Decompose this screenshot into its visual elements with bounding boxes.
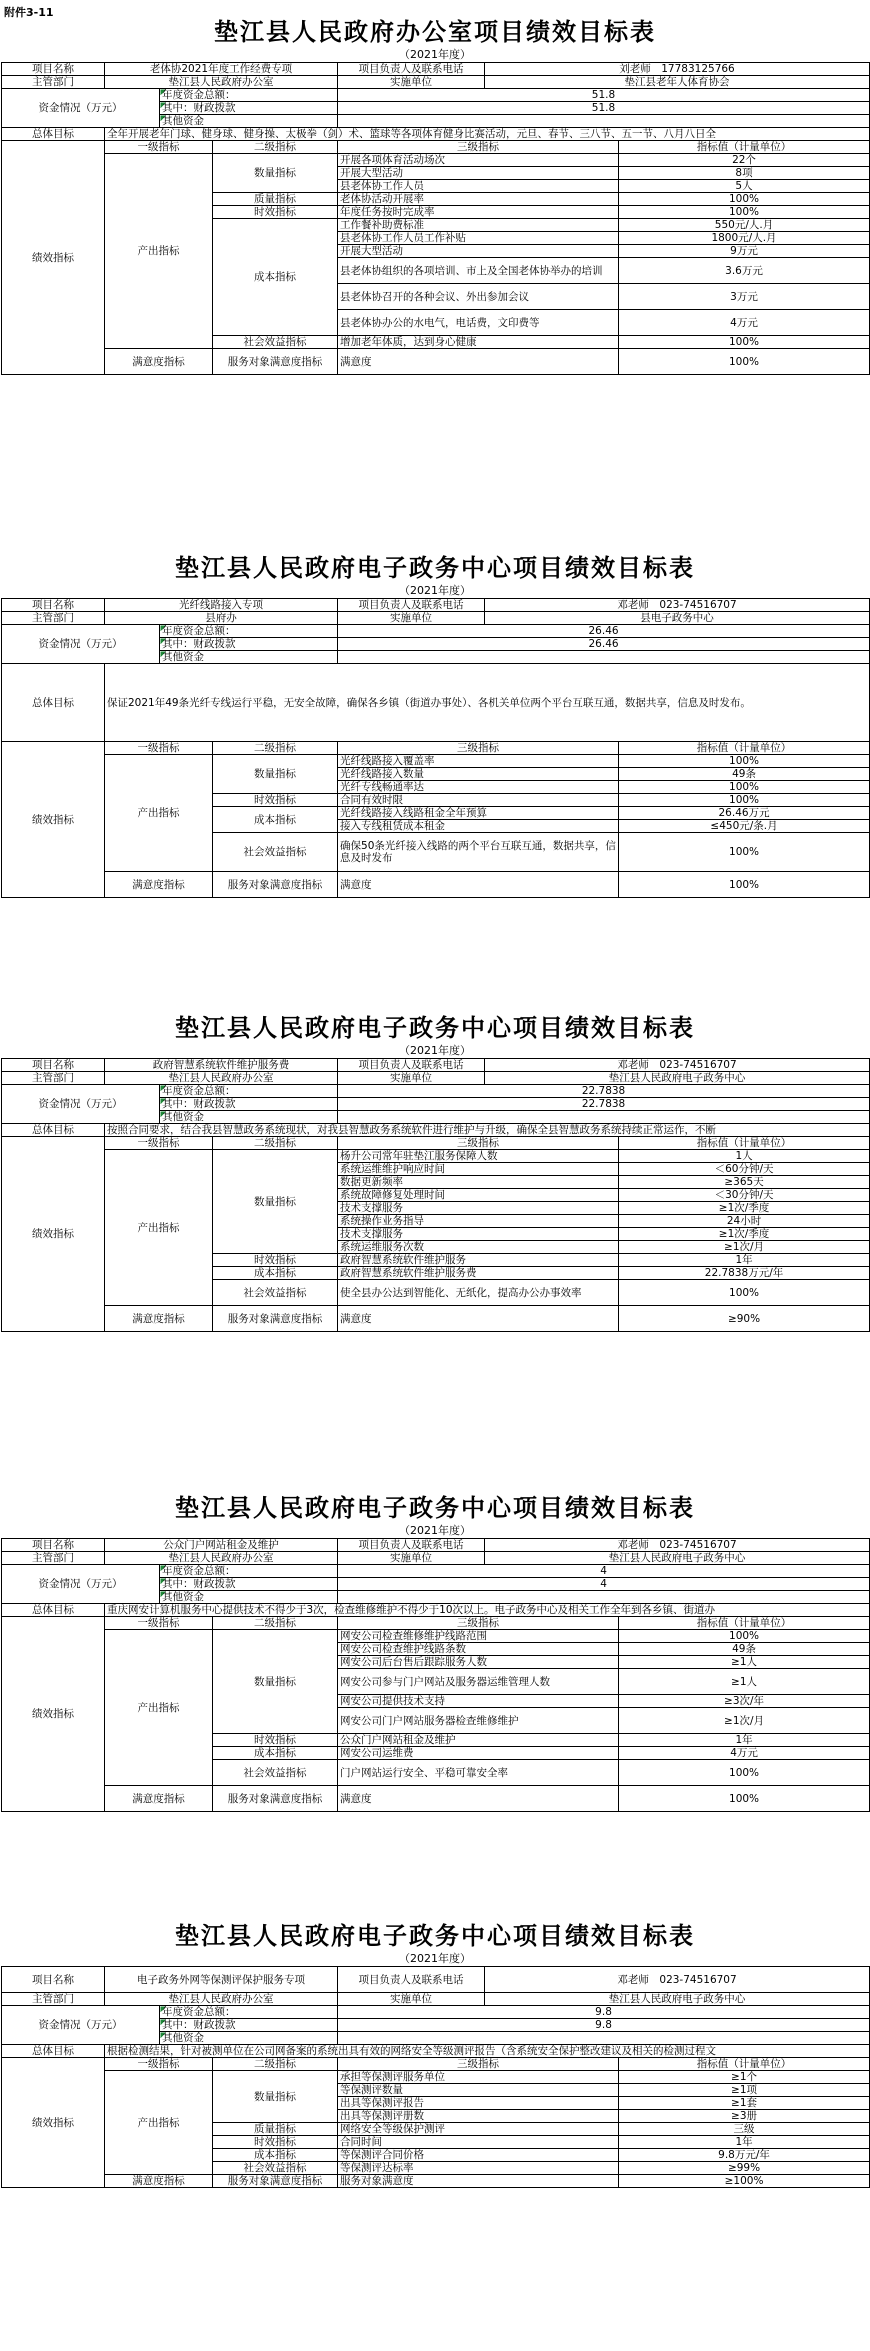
lvl1-header: 一级指标 bbox=[105, 742, 213, 755]
satisfaction-label: 满意度指标 bbox=[105, 872, 213, 898]
cost-label: 成本指标 bbox=[213, 1747, 338, 1760]
indicator-name: 门户网站运行安全、平稳可靠安全率 bbox=[338, 1760, 619, 1786]
indicator-name: 满意度 bbox=[338, 349, 619, 375]
annual-total-value: 51.8 bbox=[338, 89, 870, 102]
impl-unit-label: 实施单位 bbox=[338, 1993, 485, 2006]
indicator-value: ≥365天 bbox=[619, 1176, 870, 1189]
indicator-name: 公众门户网站租金及维护 bbox=[338, 1734, 619, 1747]
overall-goal-label: 总体目标 bbox=[2, 2045, 105, 2058]
overall-goal-label: 总体目标 bbox=[2, 128, 105, 141]
dept-value: 县府办 bbox=[105, 612, 338, 625]
indicator-name: 网安公司门户网站服务器检查维修维护 bbox=[338, 1708, 619, 1734]
fiscal-label: 其中：财政拨款 bbox=[160, 1578, 338, 1591]
other-funds-value bbox=[338, 1591, 870, 1604]
impl-unit-value: 垫江县人民政府电子政务中心 bbox=[485, 1072, 870, 1085]
dept-label: 主管部门 bbox=[2, 1072, 105, 1085]
impl-unit-label: 实施单位 bbox=[338, 1552, 485, 1565]
dept-label: 主管部门 bbox=[2, 612, 105, 625]
dept-value: 垫江县人民政府办公室 bbox=[105, 1072, 338, 1085]
impl-unit-label: 实施单位 bbox=[338, 76, 485, 89]
indicator-name: 网安公司后台售后跟踪服务人数 bbox=[338, 1656, 619, 1669]
funds-label: 资金情况（万元） bbox=[2, 625, 160, 664]
indicator-value: 三级 bbox=[619, 2123, 870, 2136]
impl-unit-label: 实施单位 bbox=[338, 612, 485, 625]
annual-total-label: 年度资金总额： bbox=[160, 89, 338, 102]
other-funds-value bbox=[338, 651, 870, 664]
quantity-label: 数量指标 bbox=[213, 154, 338, 193]
fiscal-value: 9.8 bbox=[338, 2019, 870, 2032]
indicator-name: 光纤线路接入线路租金全年预算 bbox=[338, 807, 619, 820]
indicator-name: 等保测评数量 bbox=[338, 2084, 619, 2097]
item-name-value: 光纤线路接入专项 bbox=[105, 599, 338, 612]
fiscal-label: 其中：财政拨款 bbox=[160, 638, 338, 651]
service-obj-label: 服务对象满意度指标 bbox=[213, 349, 338, 375]
performance-table-section bbox=[0, 16, 870, 375]
lvl2-header: 二级指标 bbox=[213, 1617, 338, 1630]
performance-table-section bbox=[0, 1492, 870, 1812]
indicator-name: 系统操作业务指导 bbox=[338, 1215, 619, 1228]
target-header: 指标值（计量单位） bbox=[619, 141, 870, 154]
item-name-label: 项目名称 bbox=[2, 1539, 105, 1552]
lvl3-header: 三级指标 bbox=[338, 2058, 619, 2071]
indicator-value: 9万元 bbox=[619, 245, 870, 258]
indicator-value: 9.8万元/年 bbox=[619, 2149, 870, 2162]
output-label: 产出指标 bbox=[105, 1150, 213, 1306]
indicator-name: 系统故障修复处理时间 bbox=[338, 1189, 619, 1202]
satisfaction-label: 满意度指标 bbox=[105, 2175, 213, 2188]
timeliness-label: 时效指标 bbox=[213, 2136, 338, 2149]
item-name-value: 电子政务外网等保测评保护服务专项 bbox=[105, 1967, 338, 1993]
overall-goal-label: 总体目标 bbox=[2, 1604, 105, 1617]
indicator-name: 政府智慧系统软件维护服务费 bbox=[338, 1267, 619, 1280]
fiscal-value: 51.8 bbox=[338, 102, 870, 115]
manager-label: 项目负责人及联系电话 bbox=[338, 63, 485, 76]
indicator-value: 100% bbox=[619, 781, 870, 794]
indicator-value: 100% bbox=[619, 794, 870, 807]
dept-label: 主管部门 bbox=[2, 76, 105, 89]
indicator-value: ≥1个 bbox=[619, 2071, 870, 2084]
funds-label: 资金情况（万元） bbox=[2, 1565, 160, 1604]
item-name-label: 项目名称 bbox=[2, 599, 105, 612]
quantity-label: 数量指标 bbox=[213, 1630, 338, 1734]
satisfaction-label: 满意度指标 bbox=[105, 1786, 213, 1812]
table-year: （2021年度） bbox=[399, 1952, 471, 1965]
table-title: 垫江县人民政府电子政务中心项目绩效目标表 bbox=[175, 1493, 695, 1522]
indicator-value: ≥1次/月 bbox=[619, 1241, 870, 1254]
indicator-value: ≥1套 bbox=[619, 2097, 870, 2110]
indicator-name: 县老体协工作人员 bbox=[338, 180, 619, 193]
fiscal-value: 22.7838 bbox=[338, 1098, 870, 1111]
indicator-name: 等保测评合同价格 bbox=[338, 2149, 619, 2162]
indicator-value: 1年 bbox=[619, 1734, 870, 1747]
indicator-name: 杨升公司常年驻垫江服务保障人数 bbox=[338, 1150, 619, 1163]
social-label: 社会效益指标 bbox=[213, 336, 338, 349]
table-year: （2021年度） bbox=[399, 1524, 471, 1537]
service-obj-label: 服务对象满意度指标 bbox=[213, 872, 338, 898]
indicator-name: 网安公司提供技术支持 bbox=[338, 1695, 619, 1708]
fiscal-label: 其中：财政拨款 bbox=[160, 102, 338, 115]
indicator-name: 满意度 bbox=[338, 872, 619, 898]
indicator-name: 系统运维维护响应时间 bbox=[338, 1163, 619, 1176]
indicator-name: 政府智慧系统软件维护服务 bbox=[338, 1254, 619, 1267]
timeliness-label: 时效指标 bbox=[213, 1734, 338, 1747]
service-obj-label: 服务对象满意度指标 bbox=[213, 2175, 338, 2188]
indicator-name: 开展各项体育活动场次 bbox=[338, 154, 619, 167]
funds-label: 资金情况（万元） bbox=[2, 89, 160, 128]
item-name-label: 项目名称 bbox=[2, 63, 105, 76]
indicator-name: 数据更新频率 bbox=[338, 1176, 619, 1189]
indicator-name: 老体协活动开展率 bbox=[338, 193, 619, 206]
overall-goal-text: 根据检测结果，针对被测单位在公司网备案的系统出具有效的网络安全等级测评报告（含系统安全保护整改建议及相关的检测过程文 bbox=[105, 2045, 870, 2058]
indicator-name: 县老体协办公的水电气，电话费，文印费等 bbox=[338, 310, 619, 336]
indicator-value: ≥99% bbox=[619, 2162, 870, 2175]
fiscal-value: 26.46 bbox=[338, 638, 870, 651]
perf-label: 绩效指标 bbox=[2, 742, 105, 898]
indicator-name: 网安公司参与门户网站及服务器运维管理人数 bbox=[338, 1669, 619, 1695]
manager-label: 项目负责人及联系电话 bbox=[338, 1967, 485, 1993]
indicator-name: 工作餐补助费标准 bbox=[338, 219, 619, 232]
target-header: 指标值（计量单位） bbox=[619, 2058, 870, 2071]
annual-total-value: 26.46 bbox=[338, 625, 870, 638]
impl-unit-value: 垫江县老年人体育协会 bbox=[485, 76, 870, 89]
item-name-label: 项目名称 bbox=[2, 1967, 105, 1993]
performance-table bbox=[1, 1058, 870, 1332]
table-year: （2021年度） bbox=[399, 584, 471, 597]
annual-total-label: 年度资金总额： bbox=[160, 1565, 338, 1578]
perf-label: 绩效指标 bbox=[2, 1617, 105, 1812]
indicator-name: 县老体协组织的各项培训、市上及全国老体协举办的培训 bbox=[338, 258, 619, 284]
indicator-value: ＜30分钟/天 bbox=[619, 1189, 870, 1202]
service-obj-label: 服务对象满意度指标 bbox=[213, 1306, 338, 1332]
fiscal-label: 其中：财政拨款 bbox=[160, 1098, 338, 1111]
other-funds-label: 其他资金 bbox=[160, 2032, 338, 2045]
manager-label: 项目负责人及联系电话 bbox=[338, 599, 485, 612]
indicator-value: ≥1次/季度 bbox=[619, 1202, 870, 1215]
indicator-name: 承担等保测评服务单位 bbox=[338, 2071, 619, 2084]
indicator-value: 550元/人.月 bbox=[619, 219, 870, 232]
indicator-name: 接入专线租赁成本租金 bbox=[338, 820, 619, 833]
item-name-value: 政府智慧系统软件维护服务费 bbox=[105, 1059, 338, 1072]
perf-label: 绩效指标 bbox=[2, 1137, 105, 1332]
indicator-value: ≥1次/季度 bbox=[619, 1228, 870, 1241]
satisfaction-label: 满意度指标 bbox=[105, 349, 213, 375]
other-funds-value bbox=[338, 115, 870, 128]
indicator-value: 100% bbox=[619, 1280, 870, 1306]
annual-total-value: 9.8 bbox=[338, 2006, 870, 2019]
indicator-name: 县老体协工作人员工作补贴 bbox=[338, 232, 619, 245]
lvl3-header: 三级指标 bbox=[338, 742, 619, 755]
cost-label: 成本指标 bbox=[213, 2149, 338, 2162]
indicator-name: 网安公司检查维护线路条数 bbox=[338, 1643, 619, 1656]
performance-table-section bbox=[0, 552, 870, 898]
lvl2-header: 二级指标 bbox=[213, 1137, 338, 1150]
annual-total-label: 年度资金总额： bbox=[160, 625, 338, 638]
lvl2-header: 二级指标 bbox=[213, 141, 338, 154]
fiscal-label: 其中：财政拨款 bbox=[160, 2019, 338, 2032]
other-funds-label: 其他资金 bbox=[160, 651, 338, 664]
timeliness-label: 时效指标 bbox=[213, 206, 338, 219]
performance-table bbox=[1, 598, 870, 898]
output-label: 产出指标 bbox=[105, 154, 213, 349]
indicator-name: 网络安全等级保护测评 bbox=[338, 2123, 619, 2136]
other-funds-label: 其他资金 bbox=[160, 1591, 338, 1604]
performance-table-section bbox=[0, 1012, 870, 1332]
indicator-value: 100% bbox=[619, 206, 870, 219]
other-funds-label: 其他资金 bbox=[160, 1111, 338, 1124]
table-year: （2021年度） bbox=[399, 48, 471, 61]
indicator-value: 100% bbox=[619, 1630, 870, 1643]
timeliness-label: 时效指标 bbox=[213, 1254, 338, 1267]
indicator-value: 100% bbox=[619, 193, 870, 206]
overall-goal-label: 总体目标 bbox=[2, 1124, 105, 1137]
indicator-value: 5人 bbox=[619, 180, 870, 193]
manager-value: 刘老师 17783125766 bbox=[485, 63, 870, 76]
output-label: 产出指标 bbox=[105, 1630, 213, 1786]
indicator-value: 100% bbox=[619, 872, 870, 898]
lvl3-header: 三级指标 bbox=[338, 1617, 619, 1630]
lvl2-header: 二级指标 bbox=[213, 742, 338, 755]
dept-value: 垫江县人民政府办公室 bbox=[105, 1552, 338, 1565]
manager-label: 项目负责人及联系电话 bbox=[338, 1539, 485, 1552]
cost-label: 成本指标 bbox=[213, 1267, 338, 1280]
other-funds-value bbox=[338, 2032, 870, 2045]
dept-value: 垫江县人民政府办公室 bbox=[105, 1993, 338, 2006]
manager-value: 邓老师 023-74516707 bbox=[485, 599, 870, 612]
indicator-value: 8项 bbox=[619, 167, 870, 180]
lvl1-header: 一级指标 bbox=[105, 2058, 213, 2071]
table-year: （2021年度） bbox=[399, 1044, 471, 1057]
annual-total-value: 22.7838 bbox=[338, 1085, 870, 1098]
dept-label: 主管部门 bbox=[2, 1993, 105, 2006]
dept-label: 主管部门 bbox=[2, 1552, 105, 1565]
indicator-name: 合同时间 bbox=[338, 2136, 619, 2149]
indicator-name: 服务对象满意度 bbox=[338, 2175, 619, 2188]
item-name-value: 老体协2021年度工作经费专项 bbox=[105, 63, 338, 76]
perf-label: 绩效指标 bbox=[2, 141, 105, 375]
indicator-name: 开展大型活动 bbox=[338, 167, 619, 180]
lvl1-header: 一级指标 bbox=[105, 141, 213, 154]
annual-total-value: 4 bbox=[338, 1565, 870, 1578]
impl-unit-value: 县电子政务中心 bbox=[485, 612, 870, 625]
annual-total-label: 年度资金总额： bbox=[160, 1085, 338, 1098]
indicator-name: 系统运维服务次数 bbox=[338, 1241, 619, 1254]
indicator-name: 技术支撑服务 bbox=[338, 1228, 619, 1241]
indicator-value: 22.7838万元/年 bbox=[619, 1267, 870, 1280]
target-header: 指标值（计量单位） bbox=[619, 1617, 870, 1630]
indicator-value: 1年 bbox=[619, 2136, 870, 2149]
indicator-value: 4万元 bbox=[619, 310, 870, 336]
indicator-value: 100% bbox=[619, 1760, 870, 1786]
dept-value: 垫江县人民政府办公室 bbox=[105, 76, 338, 89]
target-header: 指标值（计量单位） bbox=[619, 1137, 870, 1150]
indicator-value: ≥3册 bbox=[619, 2110, 870, 2123]
performance-table bbox=[1, 62, 870, 375]
manager-value: 邓老师 023-74516707 bbox=[485, 1967, 870, 1993]
social-label: 社会效益指标 bbox=[213, 833, 338, 872]
indicator-value: 3.6万元 bbox=[619, 258, 870, 284]
indicator-value: ≤450元/条.月 bbox=[619, 820, 870, 833]
impl-unit-label: 实施单位 bbox=[338, 1072, 485, 1085]
indicator-value: ≥1人 bbox=[619, 1656, 870, 1669]
performance-table bbox=[1, 1538, 870, 1812]
quantity-label: 数量指标 bbox=[213, 2071, 338, 2123]
perf-label: 绩效指标 bbox=[2, 2058, 105, 2188]
table-title: 垫江县人民政府电子政务中心项目绩效目标表 bbox=[175, 1013, 695, 1042]
manager-label: 项目负责人及联系电话 bbox=[338, 1059, 485, 1072]
item-name-label: 项目名称 bbox=[2, 1059, 105, 1072]
indicator-name: 使全县办公达到智能化、无纸化，提高办公办事效率 bbox=[338, 1280, 619, 1306]
indicator-value: 3万元 bbox=[619, 284, 870, 310]
indicator-name: 增加老年体质，达到身心健康 bbox=[338, 336, 619, 349]
indicator-value: 100% bbox=[619, 833, 870, 872]
overall-goal-text: 按照合同要求，结合我县智慧政务系统现状，对我县智慧政务系统软件进行维护与升级，确保全县智慧政务系统持续正常运作，不断 bbox=[105, 1124, 870, 1137]
manager-value: 邓老师 023-74516707 bbox=[485, 1059, 870, 1072]
indicator-name: 年度任务按时完成率 bbox=[338, 206, 619, 219]
indicator-value: 49条 bbox=[619, 768, 870, 781]
quantity-label: 数量指标 bbox=[213, 755, 338, 794]
indicator-value: 100% bbox=[619, 755, 870, 768]
target-header: 指标值（计量单位） bbox=[619, 742, 870, 755]
overall-goal-text: 保证2021年49条光纤专线运行平稳，无安全故障，确保各乡镇（街道办事处）、各机关单位两个平台互联互通，数据共享，信息及时发布。 bbox=[105, 664, 870, 742]
attachment-label: 附件3-11 bbox=[4, 6, 54, 19]
funds-label: 资金情况（万元） bbox=[2, 2006, 160, 2045]
cost-label: 成本指标 bbox=[213, 807, 338, 833]
indicator-name: 出具等保测评册数 bbox=[338, 2110, 619, 2123]
quality-label: 质量指标 bbox=[213, 2123, 338, 2136]
indicator-value: 26.46万元 bbox=[619, 807, 870, 820]
indicator-value: ＜60分钟/天 bbox=[619, 1163, 870, 1176]
quantity-label: 数量指标 bbox=[213, 1150, 338, 1254]
table-title: 垫江县人民政府电子政务中心项目绩效目标表 bbox=[175, 1921, 695, 1950]
indicator-value: ≥1人 bbox=[619, 1669, 870, 1695]
indicator-value: 4万元 bbox=[619, 1747, 870, 1760]
indicator-value: 100% bbox=[619, 349, 870, 375]
service-obj-label: 服务对象满意度指标 bbox=[213, 1786, 338, 1812]
indicator-name: 光纤线路接入数量 bbox=[338, 768, 619, 781]
performance-table bbox=[1, 1966, 870, 2188]
impl-unit-value: 垫江县人民政府电子政务中心 bbox=[485, 1552, 870, 1565]
lvl1-header: 一级指标 bbox=[105, 1137, 213, 1150]
overall-goal-text: 重庆网安计算机服务中心提供技术不得少于3次，检查维修维护不得少于10次以上。电子政务中心及相关工作全年到各乡镇、街道办 bbox=[105, 1604, 870, 1617]
indicator-value: ≥1次/月 bbox=[619, 1708, 870, 1734]
indicator-name: 确保50条光纤接入线路的两个平台互联互通，数据共享，信息及时发布 bbox=[338, 833, 619, 872]
output-label: 产出指标 bbox=[105, 755, 213, 872]
indicator-name: 开展大型活动 bbox=[338, 245, 619, 258]
funds-label: 资金情况（万元） bbox=[2, 1085, 160, 1124]
performance-table-section bbox=[0, 1920, 870, 2188]
lvl2-header: 二级指标 bbox=[213, 2058, 338, 2071]
social-label: 社会效益指标 bbox=[213, 1760, 338, 1786]
indicator-name: 县老体协召开的各种会议、外出参加会议 bbox=[338, 284, 619, 310]
lvl1-header: 一级指标 bbox=[105, 1617, 213, 1630]
social-label: 社会效益指标 bbox=[213, 2162, 338, 2175]
cost-label: 成本指标 bbox=[213, 219, 338, 336]
indicator-name: 等保测评达标率 bbox=[338, 2162, 619, 2175]
indicator-value: 1人 bbox=[619, 1150, 870, 1163]
quality-label: 质量指标 bbox=[213, 193, 338, 206]
indicator-name: 网安公司运维费 bbox=[338, 1747, 619, 1760]
indicator-name: 满意度 bbox=[338, 1306, 619, 1332]
indicator-name: 合同有效时限 bbox=[338, 794, 619, 807]
indicator-value: ≥100% bbox=[619, 2175, 870, 2188]
manager-value: 邓老师 023-74516707 bbox=[485, 1539, 870, 1552]
indicator-value: 1年 bbox=[619, 1254, 870, 1267]
table-title: 垫江县人民政府电子政务中心项目绩效目标表 bbox=[175, 553, 695, 582]
timeliness-label: 时效指标 bbox=[213, 794, 338, 807]
indicator-value: ≥3次/年 bbox=[619, 1695, 870, 1708]
table-title: 垫江县人民政府办公室项目绩效目标表 bbox=[214, 17, 656, 46]
indicator-value: 49条 bbox=[619, 1643, 870, 1656]
annual-total-label: 年度资金总额： bbox=[160, 2006, 338, 2019]
other-funds-label: 其他资金 bbox=[160, 115, 338, 128]
impl-unit-value: 垫江县人民政府电子政务中心 bbox=[485, 1993, 870, 2006]
indicator-name: 满意度 bbox=[338, 1786, 619, 1812]
item-name-value: 公众门户网站租金及维护 bbox=[105, 1539, 338, 1552]
fiscal-value: 4 bbox=[338, 1578, 870, 1591]
lvl3-header: 三级指标 bbox=[338, 141, 619, 154]
indicator-value: 100% bbox=[619, 1786, 870, 1812]
indicator-value: 1800元/人.月 bbox=[619, 232, 870, 245]
indicator-name: 网安公司检查维修维护线路范围 bbox=[338, 1630, 619, 1643]
indicator-name: 技术支撑服务 bbox=[338, 1202, 619, 1215]
overall-goal-text: 全年开展老年门球、健身球、健身操、太极拳（剑）术、篮球等各项体育健身比赛活动，元旦、春节、三八节、五一节、八月八日全 bbox=[105, 128, 870, 141]
overall-goal-label: 总体目标 bbox=[2, 664, 105, 742]
indicator-name: 出具等保测评报告 bbox=[338, 2097, 619, 2110]
indicator-value: ≥1项 bbox=[619, 2084, 870, 2097]
indicator-name: 光纤线路接入覆盖率 bbox=[338, 755, 619, 768]
indicator-value: 24小时 bbox=[619, 1215, 870, 1228]
indicator-name: 光纤专线畅通率达 bbox=[338, 781, 619, 794]
indicator-value: 100% bbox=[619, 336, 870, 349]
satisfaction-label: 满意度指标 bbox=[105, 1306, 213, 1332]
social-label: 社会效益指标 bbox=[213, 1280, 338, 1306]
other-funds-value bbox=[338, 1111, 870, 1124]
indicator-value: 22个 bbox=[619, 154, 870, 167]
output-label: 产出指标 bbox=[105, 2071, 213, 2175]
indicator-value: ≥90% bbox=[619, 1306, 870, 1332]
lvl3-header: 三级指标 bbox=[338, 1137, 619, 1150]
